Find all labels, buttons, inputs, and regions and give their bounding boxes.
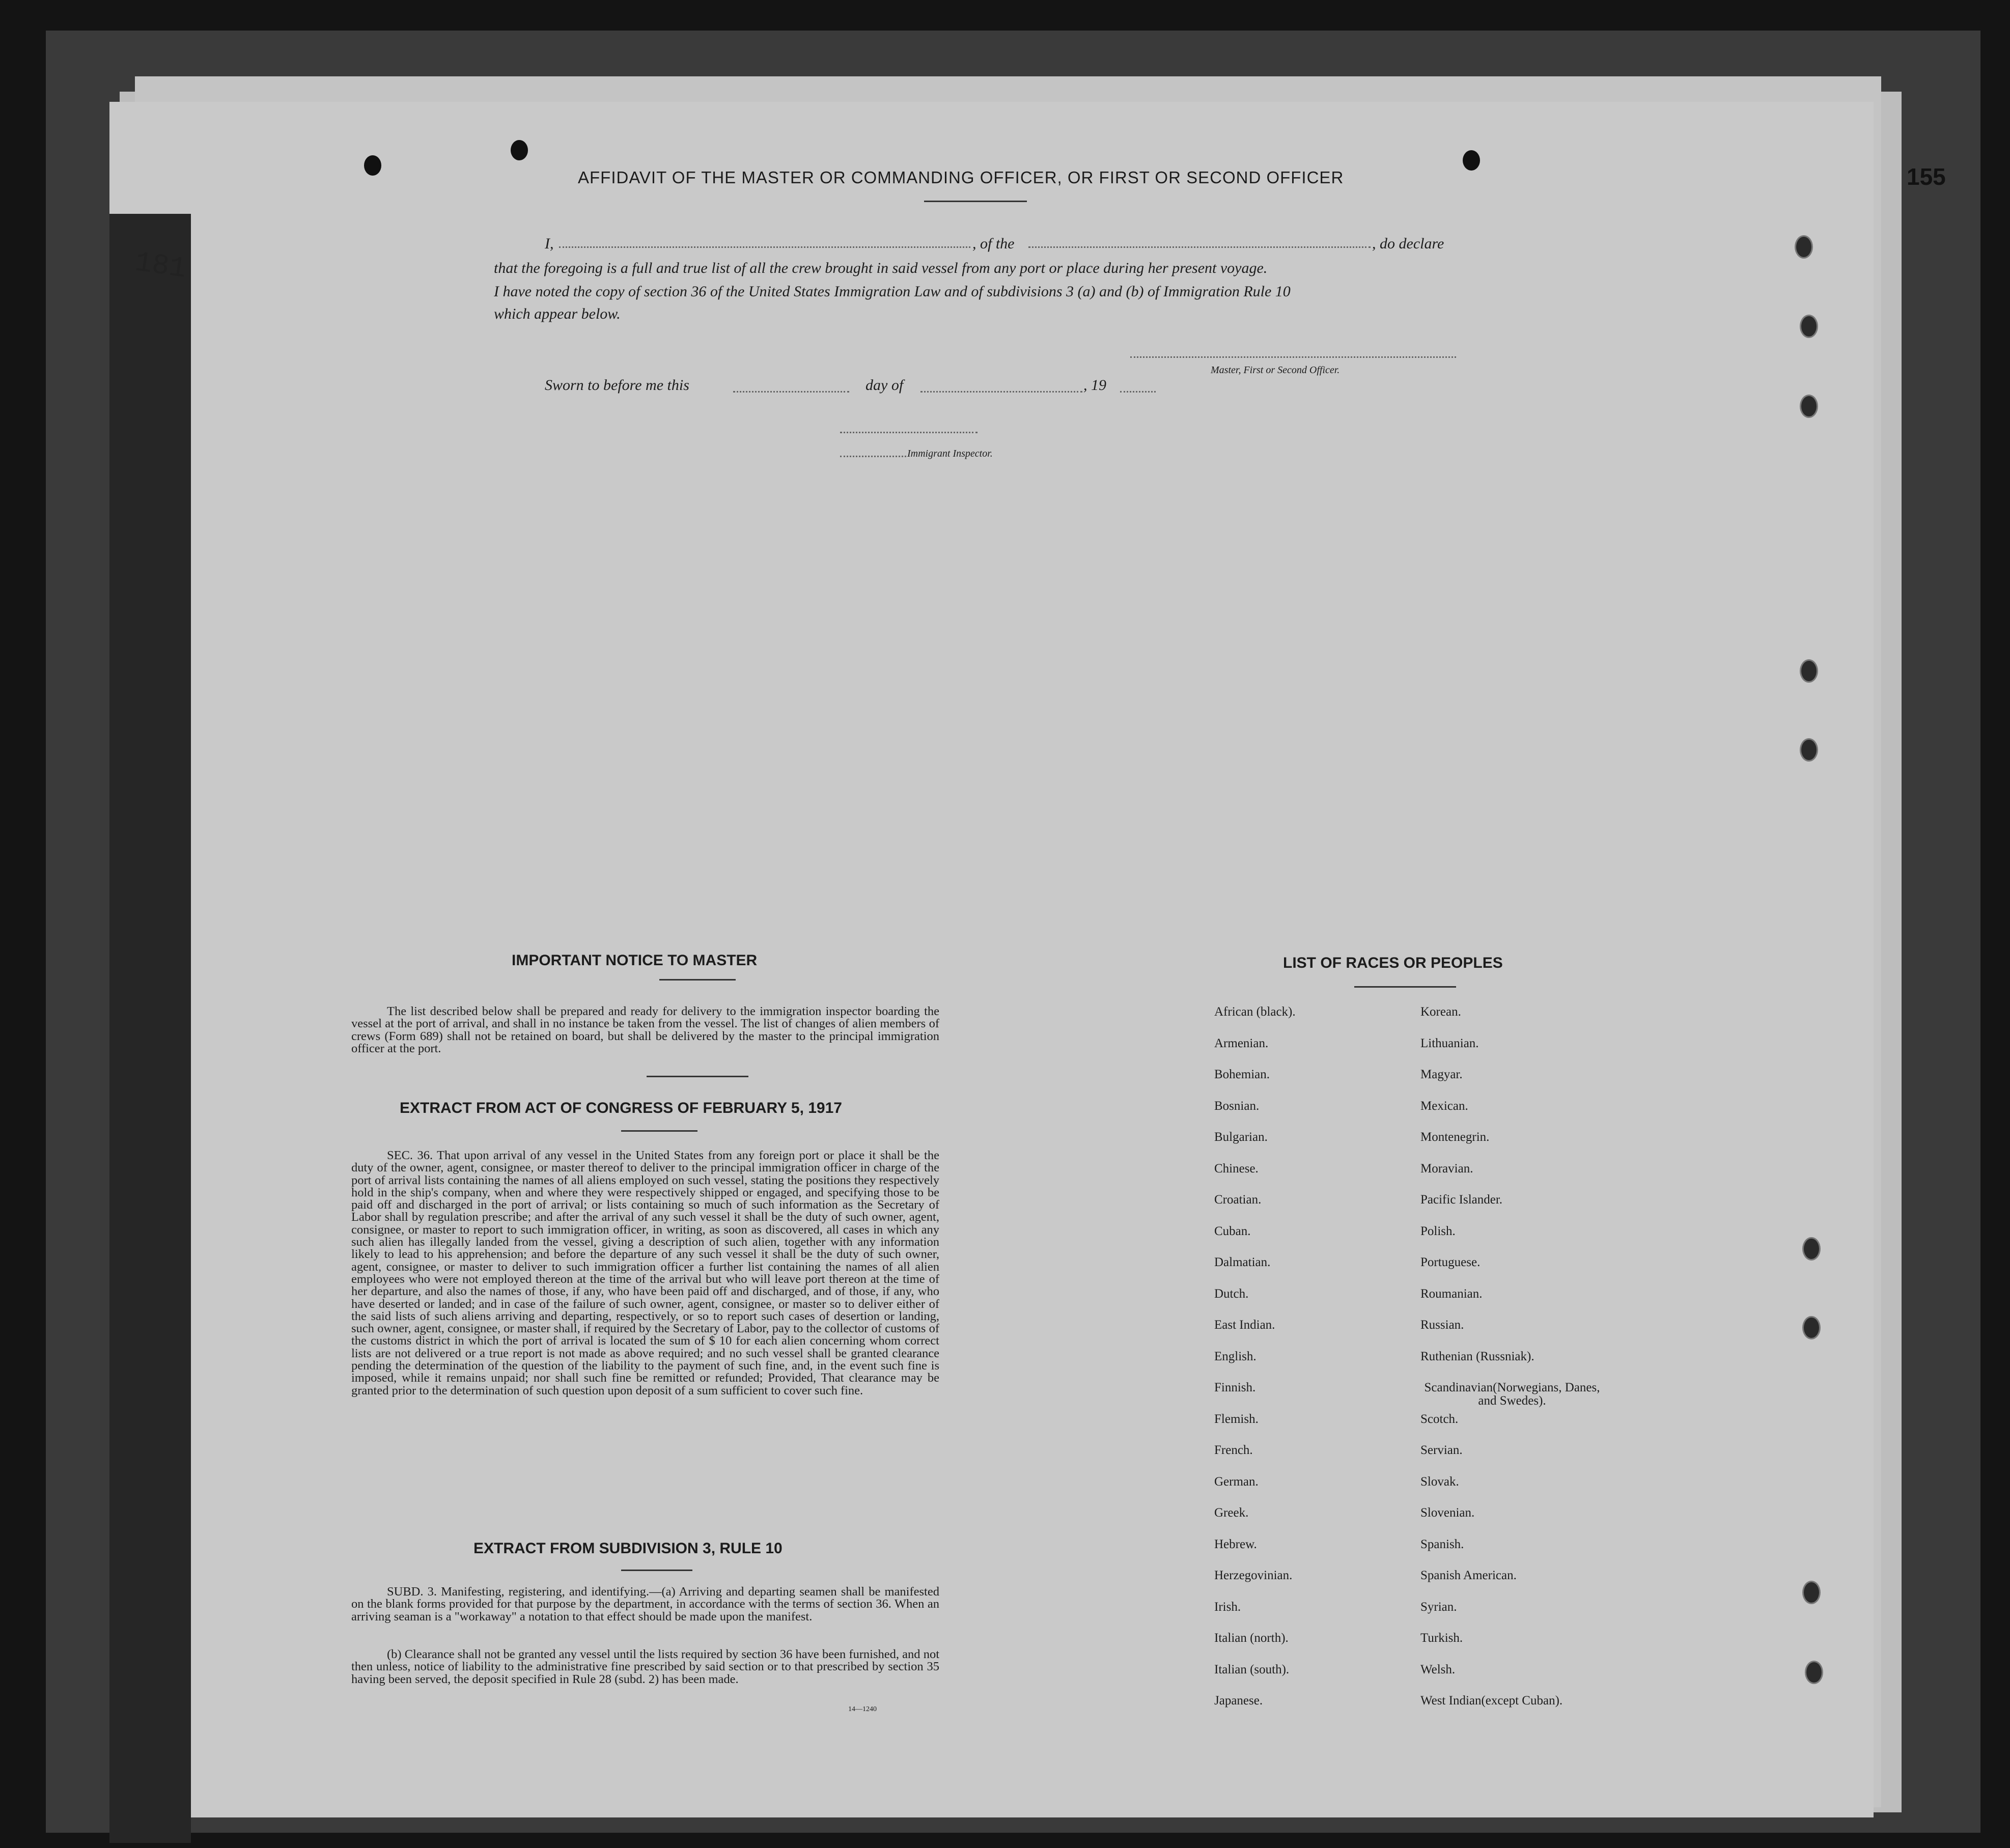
race-item: Dalmatian. [1214, 1255, 1271, 1269]
signature-caption: Master, First or Second Officer. [1211, 365, 1340, 376]
race-item: French. [1214, 1443, 1253, 1457]
month-blank[interactable] [920, 391, 1082, 393]
race-item: Ruthenian (Russniak). [1420, 1349, 1534, 1363]
race-item: Polish. [1420, 1224, 1456, 1238]
race-item: Montenegrin. [1420, 1130, 1490, 1144]
affidavit-title: AFFIDAVIT OF THE MASTER OR COMMANDING OFFICER, OR FIRST OR SECOND OFFICER [578, 168, 1344, 187]
punch-hole-icon [1800, 395, 1818, 418]
race-item: Roumanian. [1420, 1286, 1483, 1301]
binding-edge [109, 214, 191, 1843]
year-prefix: , 19 [1083, 377, 1106, 394]
race-item: German. [1214, 1474, 1259, 1489]
affidavit-line2: that the foregoing is a full and true list of all the crew brought in said vessel from any port or place during her present voyage. [494, 260, 1268, 276]
punch-hole-icon [1802, 1237, 1821, 1261]
race-item: Italian (north). [1214, 1631, 1289, 1645]
race-item: Bulgarian. [1214, 1130, 1268, 1144]
title-rule [924, 201, 1027, 202]
races-title: LIST OF RACES OR PEOPLES [1283, 955, 1503, 971]
race-item: Spanish American. [1420, 1569, 1517, 1582]
race-item: Syrian. [1420, 1600, 1457, 1614]
form-number: 14—1240 [848, 1705, 877, 1713]
race-item: Lithuanian. [1420, 1036, 1479, 1050]
race-item: Bosnian. [1214, 1099, 1260, 1113]
day-blank[interactable] [733, 391, 849, 393]
race-item: Spanish. [1420, 1537, 1464, 1551]
race-item: Mexican. [1420, 1099, 1468, 1113]
vessel-blank[interactable] [1028, 246, 1371, 248]
day-of-text: day of [866, 377, 904, 394]
notice-end-rule [647, 1076, 748, 1077]
notice-rule [659, 979, 736, 981]
punch-hole-icon [364, 155, 381, 176]
act-rule [621, 1130, 697, 1132]
race-item: English. [1214, 1349, 1257, 1363]
act-extract-text: SEC. 36. That upon arrival of any vessel in the United States from any foreign port or place it shall be the duty of the owner, agent, consignee, or master thereof to deliver to the principal immigration officer in charge of the port of arrival lists containing the names of all aliens employed on such vessel, stating the positions they respectively hold in the ship's company, when and where they were respectively shipped or engaged, and specifying those to be paid off and discharged in the port of arrival; or lists containing so much of such information as the Secretary of Labor shall by regulation prescribe; and after the arrival of any such vessel it shall be the duty of such owner, agent, consignee, or master to report to such immigration officer, in writing, as soon as discovered, all cases in which any such alien has illegally landed from the vessel, giving a description of such alien, together with any information likely to lead to his apprehension; and before the departure of any such vessel it shall be the duty of such owner, agent, consignee, or master to deliver to such immigration officer a further list containing the names of all alien employees who were not employed thereon at the time of the arrival but who will leave port thereon at the time of her departure, and also the names of those, if any, who have been paid off and discharged, and of those, if any, who have deserted or landed; and in case of the failure of such owner, agent, consignee, or master so to deliver either of the said lists of such aliens arriving and departing, respectively, or so to report such cases of desertion or landing, such owner, agent, consignee, or master shall, if required by the Secretary of Labor, pay to the collector of customs of the customs district in which the port of arrival is located the sum of $ 10 for each alien concerning whom correct lists are not delivered or a true report is not made as above required; and no such vessel shall be granted clearance pending the determination of the question of the liability to the payment of such fine, and, in the event such fine is imposed, while it remains unpaid; nor shall such fine be remitted or refunded; Provided, That clearance may be granted prior to the determination of such question upon deposit of a sum sufficient to cover such fine. [351, 1149, 939, 1397]
race-item: Cuban. [1214, 1224, 1251, 1238]
race-item: Moravian. [1420, 1161, 1473, 1175]
punch-hole-icon [1463, 150, 1480, 171]
race-item: Bohemian. [1214, 1068, 1270, 1081]
rule-extract-title: EXTRACT FROM SUBDIVISION 3, RULE 10 [473, 1540, 783, 1557]
race-item: Russian. [1420, 1318, 1464, 1332]
rule-extract-text-b: (b) Clearance shall not be granted any vessel until the lists required by section 36 have been furnished, and not then unless, notice of liability to the administrative fine prescribed by said section or to that prescribed by section 35 having been served, the deposit specified in Rule 28 (subd. 2) has been made. [351, 1647, 939, 1686]
handwritten-margin-note: 181 [133, 246, 188, 286]
affidavit-line3: I have noted the copy of section 36 of the United States Immigration Law and of subdivisions 3 (a) and (b) of Immigration Rule 10 [494, 283, 1291, 300]
sworn-text: Sworn to before me this [545, 377, 689, 394]
race-item: African (black). [1214, 1005, 1296, 1019]
race-item: Welsh. [1420, 1662, 1456, 1676]
race-item: Armenian. [1214, 1036, 1269, 1050]
race-item: Scotch. [1420, 1412, 1459, 1426]
punch-hole-icon [1800, 315, 1818, 338]
signature-blank[interactable] [1130, 356, 1456, 358]
name-blank[interactable] [559, 246, 970, 248]
act-extract-title: EXTRACT FROM ACT OF CONGRESS OF FEBRUARY 5, 1917 [400, 1100, 842, 1116]
affidavit-line4: which appear below. [494, 305, 621, 322]
document-page [109, 102, 1874, 1817]
punch-hole-icon [1805, 1661, 1823, 1684]
inspector-caption: Immigrant Inspector. [907, 448, 993, 459]
inspector-caption-lead [840, 456, 906, 457]
notice-text: The list described below shall be prepared and ready for delivery to the immigration inspector boarding the vessel at the port of arrival, and shall in no instance be taken from the vessel. The list of changes of alien members of crews (Form 689) shall not be retained on board, but shall be delivered by the master to the principal immigration officer at the port. [351, 1004, 939, 1055]
punch-hole-icon [1800, 738, 1818, 762]
race-item: Portuguese. [1420, 1255, 1481, 1269]
punch-hole-icon [511, 140, 528, 160]
race-item: Korean. [1420, 1005, 1461, 1019]
race-item: Magyar. [1420, 1068, 1463, 1081]
race-item: Greek. [1214, 1506, 1249, 1520]
race-item: Slovak. [1420, 1474, 1459, 1489]
race-item: Finnish. [1214, 1381, 1256, 1394]
race-item: Italian (south). [1214, 1662, 1290, 1676]
race-item: West Indian(except Cuban). [1420, 1694, 1563, 1707]
race-item: Turkish. [1420, 1631, 1463, 1645]
punch-hole-icon [1800, 659, 1818, 683]
affidavit-declare: , do declare [1372, 235, 1444, 252]
race-item: Irish. [1214, 1600, 1241, 1614]
punch-hole-icon [1795, 235, 1813, 259]
race-item: Japanese. [1214, 1694, 1263, 1707]
inspector-signature-blank[interactable] [840, 432, 978, 433]
race-item: Flemish. [1214, 1412, 1259, 1426]
race-item: Servian. [1420, 1443, 1463, 1457]
punch-hole-icon [1802, 1316, 1821, 1339]
punch-hole-icon [1802, 1581, 1821, 1604]
affidavit-i: I, [545, 235, 554, 252]
race-item: Pacific Islander. [1420, 1193, 1503, 1207]
race-item: Slovenian. [1420, 1506, 1475, 1520]
race-item: Scandinavian(Norwegians, Danes, and Swedes). [1424, 1381, 1600, 1408]
year-blank[interactable] [1120, 391, 1156, 393]
rule-extract-text-a: SUBD. 3. Manifesting, registering, and identifying.—(a) Arriving and departing seamen shall be manifested on the blank forms provided for that purpose by the department, in accordance with the terms of section 36. When an arriving seaman is a "workaway" a notation to that effect should be made upon the manifest. [351, 1585, 939, 1623]
rule-extract-rule [621, 1570, 692, 1571]
race-item: Dutch. [1214, 1286, 1249, 1301]
affidavit-of-the: , of the [972, 235, 1015, 252]
race-item: Chinese. [1214, 1161, 1259, 1175]
race-item: Herzegovinian. [1214, 1569, 1293, 1582]
races-rule [1354, 986, 1456, 988]
race-item: Hebrew. [1214, 1537, 1257, 1551]
race-item: Croatian. [1214, 1193, 1262, 1207]
page-stamp-number: 155 [1907, 163, 1946, 190]
race-item: East Indian. [1214, 1318, 1275, 1332]
notice-title: IMPORTANT NOTICE TO MASTER [512, 952, 758, 969]
